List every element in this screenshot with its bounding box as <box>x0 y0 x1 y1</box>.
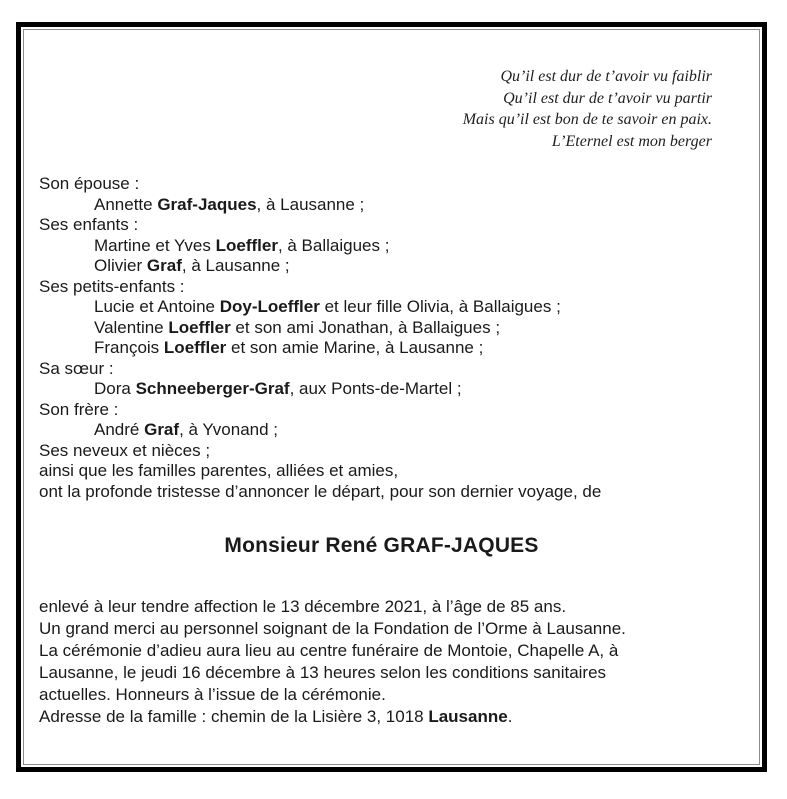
decorative-inner-border <box>23 29 760 765</box>
text-segment: , à Lausanne ; <box>256 194 365 214</box>
epigraph-line <box>24 109 712 131</box>
text-segment: Son épouse : <box>39 174 140 193</box>
family-line <box>39 215 759 236</box>
text-segment: Dora <box>94 379 136 398</box>
surname-bold: Schneeberger-Graf <box>135 379 290 398</box>
text-segment: Qu’il est dur de t’avoir vu partir <box>503 89 712 107</box>
text-segment: François <box>94 338 164 357</box>
family-line <box>39 318 759 339</box>
family-line <box>39 256 759 277</box>
details-line <box>39 684 759 706</box>
surname-bold: Graf <box>144 420 180 439</box>
text-segment: enlevé à leur tendre affection le 13 décembre 2021, à l’âge de 85 ans. <box>39 597 567 616</box>
details-line <box>39 640 759 662</box>
surname-bold: Doy-Loeffler <box>219 297 320 316</box>
text-segment: , aux Ponts-de-Martel ; <box>289 379 462 398</box>
family-list <box>39 174 759 502</box>
text-segment: Sa sœur : <box>39 358 114 378</box>
text-segment: Ses petits-enfants : <box>39 276 185 296</box>
surname-bold: Graf-Jaques <box>157 194 257 214</box>
family-line <box>39 441 759 462</box>
family-line <box>39 195 759 216</box>
text-segment: Annette <box>94 194 158 214</box>
text-segment: Adresse de la famille : chemin de la Lisière 3, 1018 <box>39 707 429 726</box>
text-segment: Valentine <box>94 317 169 337</box>
decorative-outer-border <box>16 22 767 772</box>
surname-bold: Loeffler <box>168 317 231 337</box>
surname-bold: Lausanne <box>428 707 508 726</box>
details-line <box>39 618 759 640</box>
details-line <box>39 706 759 728</box>
text-segment: et son ami Jonathan, à Ballaigues ; <box>230 317 501 337</box>
announcement-details <box>39 596 759 728</box>
text-segment: . <box>507 707 513 726</box>
family-line <box>39 338 759 359</box>
text-segment: ainsi que les familles parentes, alliées et amies, <box>39 461 399 480</box>
text-segment: , à Yvonand ; <box>179 420 278 439</box>
text-segment: André <box>94 420 145 439</box>
text-segment: , à Ballaigues ; <box>277 235 390 255</box>
text-segment: Lucie et Antoine <box>94 297 220 316</box>
text-segment: Ses enfants : <box>39 215 139 234</box>
epigraph-line <box>24 66 712 88</box>
family-line <box>39 482 759 503</box>
text-segment: Martine et Yves <box>94 235 216 255</box>
text-segment: Ses neveux et nièces ; <box>39 440 211 460</box>
family-line <box>39 420 759 441</box>
surname-bold: Graf <box>146 256 182 275</box>
text-segment: L’Eternel est mon berger <box>551 132 712 150</box>
deceased-name: Monsieur René GRAF-JAQUES <box>224 534 539 557</box>
text-segment: Mais qu’il est bon de te savoir en paix. <box>462 111 712 128</box>
text-segment: Qu’il est dur de t’avoir vu faiblir <box>500 68 712 85</box>
family-line <box>39 277 759 298</box>
family-line <box>39 174 759 195</box>
text-segment: Lausanne, le jeudi 16 décembre à 13 heures selon les conditions sanitaires <box>39 663 607 682</box>
text-segment: ont la profonde tristesse d’annoncer le départ, pour son dernier voyage, de <box>39 481 602 501</box>
epigraph-verse <box>24 66 712 152</box>
epigraph-line <box>24 131 712 153</box>
surname-bold: Loeffler <box>163 338 227 357</box>
text-segment: Un grand merci au personnel soignant de la Fondation de l’Orme à Lausanne. <box>39 619 626 638</box>
family-line <box>39 359 759 380</box>
epigraph-line <box>24 88 712 110</box>
text-segment: Olivier <box>94 256 147 275</box>
text-segment: et son amie Marine, à Lausanne ; <box>226 338 484 357</box>
family-line <box>39 297 759 318</box>
family-line <box>39 461 759 482</box>
text-segment: La cérémonie d’adieu aura lieu au centre funéraire de Montoie, Chapelle A, à <box>39 641 619 660</box>
text-segment: Son frère : <box>39 399 119 419</box>
text-segment: et leur fille Olivia, à Ballaigues ; <box>319 297 561 316</box>
details-line <box>39 596 759 618</box>
family-line <box>39 379 759 400</box>
family-line <box>39 236 759 257</box>
text-segment: , à Lausanne ; <box>181 256 290 275</box>
text-segment: actuelles. Honneurs à l’issue de la cérémonie. <box>39 685 386 704</box>
surname-bold: Loeffler <box>215 235 278 255</box>
details-line <box>39 662 759 684</box>
family-line <box>39 400 759 421</box>
